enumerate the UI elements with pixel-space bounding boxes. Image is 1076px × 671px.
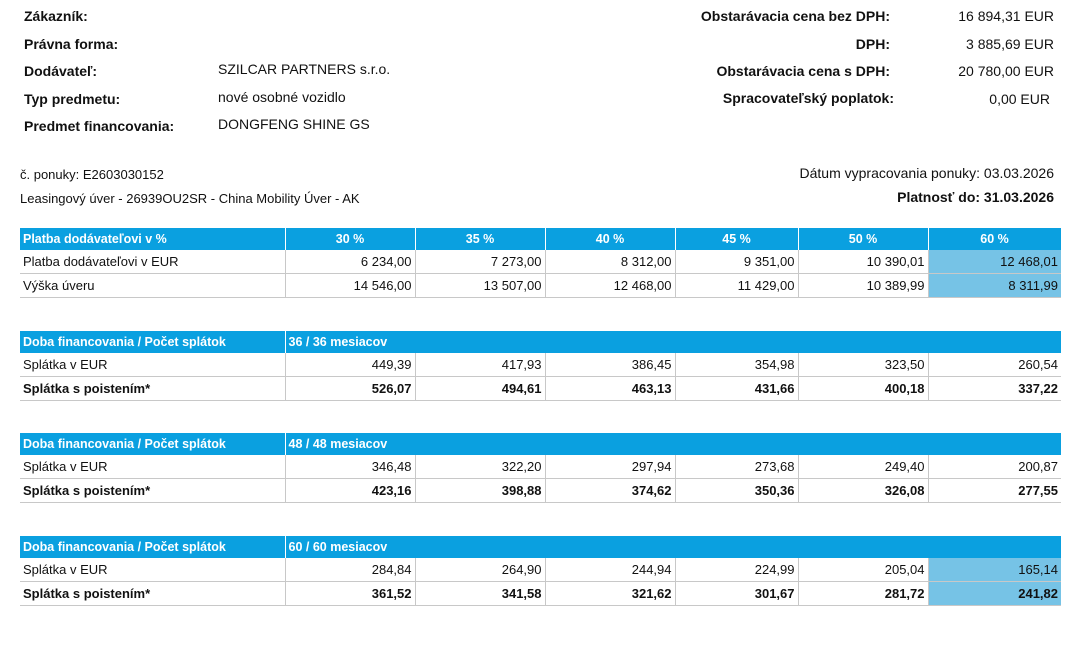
fee-label: Spracovateľský poplatok: [722,90,894,106]
row-label: Splátka s poistením* [20,479,285,503]
header-label: Doba financovania / Počet splátok [20,536,285,558]
table-cell: 322,20 [415,455,545,479]
table-cell: 350,36 [675,479,798,503]
table-cell: 200,87 [928,455,1061,479]
table-cell: 10 390,01 [798,250,928,274]
table-row [20,479,1061,503]
table-cell: 10 389,99 [798,274,928,298]
table-cell: 374,62 [545,479,675,503]
table-row [20,558,1061,582]
customer-label: Zákazník: [24,8,88,24]
table-cell: 13 507,00 [415,274,545,298]
header-cell: 40 % [545,228,675,250]
table-cell: 449,39 [285,353,415,377]
table-header-row [20,536,1061,558]
table-row [20,250,1061,274]
table-cell: 400,18 [798,377,928,401]
table-cell-highlighted: 12 468,01 [928,250,1061,274]
table-cell: 337,22 [928,377,1061,401]
table-cell: 7 273,00 [415,250,545,274]
table-cell: 323,50 [798,353,928,377]
header-value: 48 / 48 mesiacov [285,433,1061,455]
row-label: Splátka v EUR [20,455,285,479]
financing-table-36 [20,331,1061,401]
table-cell: 494,61 [415,377,545,401]
offer-product: Leasingový úver - 26939OU2SR - China Mobility Úver - AK [20,191,360,206]
table-cell: 341,58 [415,582,545,606]
table-cell: 14 546,00 [285,274,415,298]
vat-value: 3 885,69 EUR [966,36,1054,52]
row-label: Splátka v EUR [20,558,285,582]
header-label: Doba financovania / Počet splátok [20,433,285,455]
header-value: 36 / 36 mesiacov [285,331,1061,353]
table-cell: 321,62 [545,582,675,606]
row-label: Splátka v EUR [20,353,285,377]
table-cell: 224,99 [675,558,798,582]
fee-value: 0,00 EUR [989,91,1050,107]
table-cell: 273,68 [675,455,798,479]
row-label: Splátka s poistením* [20,377,285,401]
vat-label: DPH: [855,36,890,52]
offer-number: č. ponuky: E2603030152 [20,167,164,182]
price-net-label: Obstarávacia cena bez DPH: [700,8,890,24]
table-cell: 326,08 [798,479,928,503]
header-cell: 35 % [415,228,545,250]
table-row [20,582,1061,606]
table-row [20,455,1061,479]
table-cell: 361,52 [285,582,415,606]
table-row [20,274,1061,298]
header-cell: 50 % [798,228,928,250]
header-cell: 45 % [675,228,798,250]
table-header-row [20,331,1061,353]
price-net-value: 16 894,31 EUR [958,8,1054,24]
table-header-row [20,433,1061,455]
table-cell: 431,66 [675,377,798,401]
offer-date: Dátum vypracovania ponuky: 03.03.2026 [799,165,1054,181]
supplier-payment-table [20,228,1062,298]
table-cell: 264,90 [415,558,545,582]
financing-table-48 [20,433,1061,503]
legal-form-label: Právna forma: [24,36,119,52]
supplier-value: SZILCAR PARTNERS s.r.o. [218,61,391,77]
table-cell: 260,54 [928,353,1061,377]
table-cell: 244,94 [545,558,675,582]
header-value: 60 / 60 mesiacov [285,536,1061,558]
type-label: Typ predmetu: [24,91,121,107]
price-gross-value: 20 780,00 EUR [958,63,1054,79]
row-label: Výška úveru [20,274,285,298]
table-cell: 284,84 [285,558,415,582]
row-label: Splátka s poistením* [20,582,285,606]
table-cell: 398,88 [415,479,545,503]
table-cell: 354,98 [675,353,798,377]
table-cell: 249,40 [798,455,928,479]
table-cell: 277,55 [928,479,1061,503]
table-cell: 8 312,00 [545,250,675,274]
offer-valid: Platnosť do: 31.03.2026 [897,189,1054,205]
header-cell: 60 % [928,228,1061,250]
header-cell: 30 % [285,228,415,250]
type-value: nové osobné vozidlo [218,89,346,105]
row-label: Platba dodávateľovi v EUR [20,250,285,274]
table-cell: 12 468,00 [545,274,675,298]
table-cell: 205,04 [798,558,928,582]
table-cell: 9 351,00 [675,250,798,274]
subject-value: DONGFENG SHINE GS [218,116,370,132]
table-row [20,353,1061,377]
table-cell-highlighted: 165,14 [928,558,1061,582]
financing-table-60 [20,536,1061,606]
header-cell: Platba dodávateľovi v % [20,228,285,250]
table-cell-highlighted: 8 311,99 [928,274,1061,298]
table-cell: 526,07 [285,377,415,401]
table-cell: 386,45 [545,353,675,377]
table-cell-highlighted: 241,82 [928,582,1061,606]
table-cell: 6 234,00 [285,250,415,274]
price-gross-label: Obstarávacia cena s DPH: [716,63,890,79]
table-cell: 281,72 [798,582,928,606]
table-cell: 417,93 [415,353,545,377]
table-cell: 11 429,00 [675,274,798,298]
subject-label: Predmet financovania: [24,118,175,134]
table-cell: 463,13 [545,377,675,401]
supplier-label: Dodávateľ: [24,63,98,79]
table-header-row [20,228,1061,250]
table-row [20,377,1061,401]
header-label: Doba financovania / Počet splátok [20,331,285,353]
table-cell: 423,16 [285,479,415,503]
table-cell: 301,67 [675,582,798,606]
table-cell: 346,48 [285,455,415,479]
table-cell: 297,94 [545,455,675,479]
